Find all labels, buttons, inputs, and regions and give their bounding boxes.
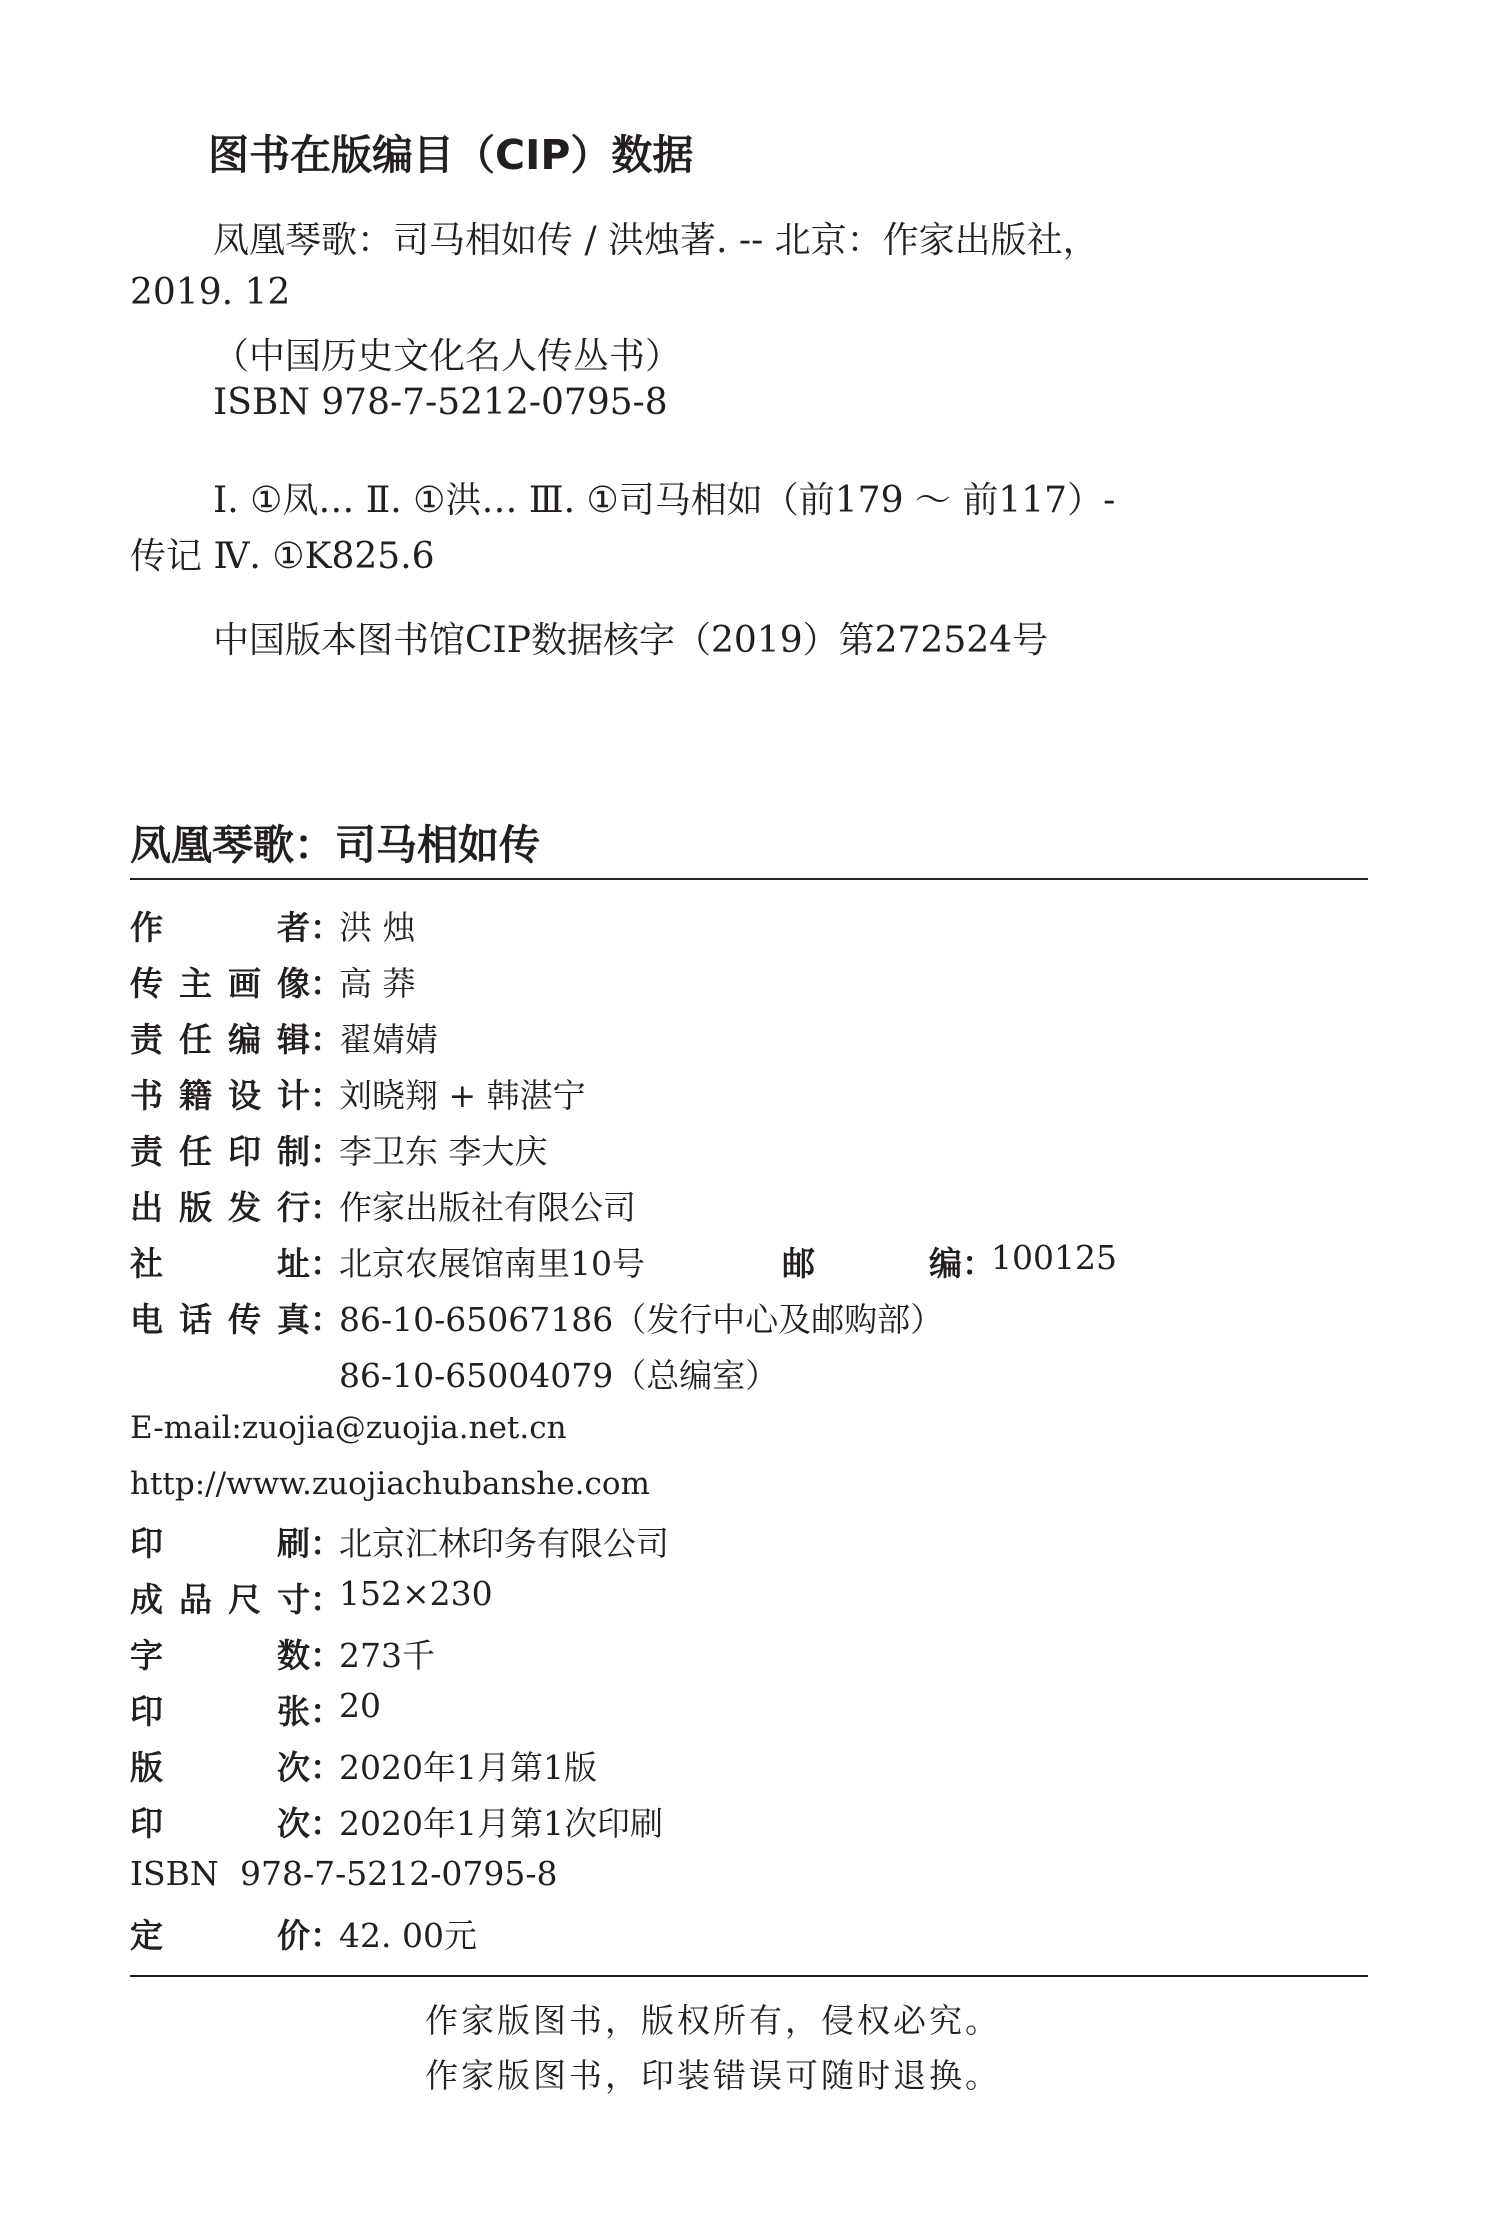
field-label: 传主画像 <box>130 964 310 1003</box>
divider <box>130 878 1368 880</box>
cip-isbn: ISBN 978-7-5212-0795-8 <box>213 382 668 423</box>
cip-entry-line: 凤凰琴歌：司马相如传 / 洪烛著. -- 北京：作家出版社， <box>213 220 1099 261</box>
postcode-value: 100125 <box>991 1238 1117 1277</box>
cip-heading: 图书在版编目（CIP）数据 <box>208 131 694 179</box>
field-label: 版次 <box>130 1748 310 1787</box>
field-colon: ： <box>310 1748 343 1787</box>
field-value: 北京汇林印务有限公司 <box>339 1524 669 1563</box>
book-title: 凤凰琴歌：司马相如传 <box>130 821 540 869</box>
field-label: 责任编辑 <box>130 1020 310 1059</box>
field-value: 20 <box>339 1686 381 1725</box>
field-label: 成品尺寸 <box>130 1580 310 1619</box>
cip-check-number: 中国版本图书馆CIP数据核字（2019）第272524号 <box>213 620 1049 661</box>
field-value: 翟婧婧 <box>339 1020 438 1059</box>
field-value: 李卫东 李大庆 <box>339 1132 548 1171</box>
field-colon: ： <box>310 1132 343 1171</box>
field-colon: ： <box>310 1636 343 1675</box>
field-value: 86-10-65067186（发行中心及邮购部） <box>339 1300 944 1339</box>
field-colon: ： <box>310 1524 343 1563</box>
copyright-notice: 作家版图书，版权所有，侵权必究。 <box>425 2001 1001 2040</box>
field-colon: ： <box>310 1020 343 1059</box>
field-label: 出版发行 <box>130 1188 310 1227</box>
field-colon: ： <box>310 964 343 1003</box>
field-value: 2020年1月第1版 <box>339 1748 597 1787</box>
website-text: http://www.zuojiachubanshe.com <box>130 1466 650 1502</box>
field-value: 42. 00元 <box>339 1916 477 1955</box>
field-label: 电话传真 <box>130 1300 310 1339</box>
field-label: 定价 <box>130 1916 310 1955</box>
field-colon: ： <box>310 1244 343 1283</box>
field-colon: ： <box>310 1804 343 1843</box>
field-colon: ： <box>310 1076 343 1115</box>
return-notice: 作家版图书，印装错误可随时退换。 <box>425 2056 1001 2095</box>
field-colon: ： <box>962 1244 995 1283</box>
field-value: 152×230 <box>339 1574 493 1613</box>
cip-series: （中国历史文化名人传丛书） <box>213 336 682 377</box>
field-label: 字数 <box>130 1636 310 1675</box>
field-colon: ： <box>310 1188 343 1227</box>
isbn-label: ISBN <box>130 1854 219 1893</box>
postcode-label: 邮编 <box>782 1244 962 1283</box>
divider <box>130 1975 1368 1977</box>
field-value: 高 莽 <box>339 964 416 1003</box>
field-colon: ： <box>310 1580 343 1619</box>
field-value: 273千 <box>339 1636 435 1675</box>
field-label: 作者 <box>130 908 310 947</box>
field-label: 书籍设计 <box>130 1076 310 1115</box>
field-label: 印张 <box>130 1692 310 1731</box>
field-label: 责任印制 <box>130 1132 310 1171</box>
cip-entry-date: 2019. 12 <box>130 272 291 313</box>
isbn-value: 978-7-5212-0795-8 <box>240 1854 558 1893</box>
email-text: E-mail:zuojia@zuojia.net.cn <box>130 1410 567 1446</box>
field-value: 洪 烛 <box>339 908 416 947</box>
field-colon: ： <box>310 1692 343 1731</box>
imprint-row-address <box>130 1238 1368 1288</box>
field-colon: ： <box>310 908 343 947</box>
field-label: 印刷 <box>130 1524 310 1563</box>
cip-classification-line: Ⅰ. ①凤… Ⅱ. ①洪… Ⅲ. ①司马相如（前179 ～ 前117）- <box>213 480 1116 521</box>
field-colon: ： <box>310 1300 343 1339</box>
field-value: 2020年1月第1次印刷 <box>339 1804 663 1843</box>
field-label: 社址 <box>130 1244 310 1283</box>
field-colon: ： <box>310 1916 343 1955</box>
field-value: 刘晓翔 + 韩湛宁 <box>339 1076 586 1115</box>
cip-classification-line: 传记 Ⅳ. ①K825.6 <box>130 536 435 577</box>
field-label: 印次 <box>130 1804 310 1843</box>
field-value: 作家出版社有限公司 <box>339 1188 636 1227</box>
field-value: 北京农展馆南里10号 <box>339 1244 645 1283</box>
field-value: 86-10-65004079（总编室） <box>339 1356 779 1395</box>
